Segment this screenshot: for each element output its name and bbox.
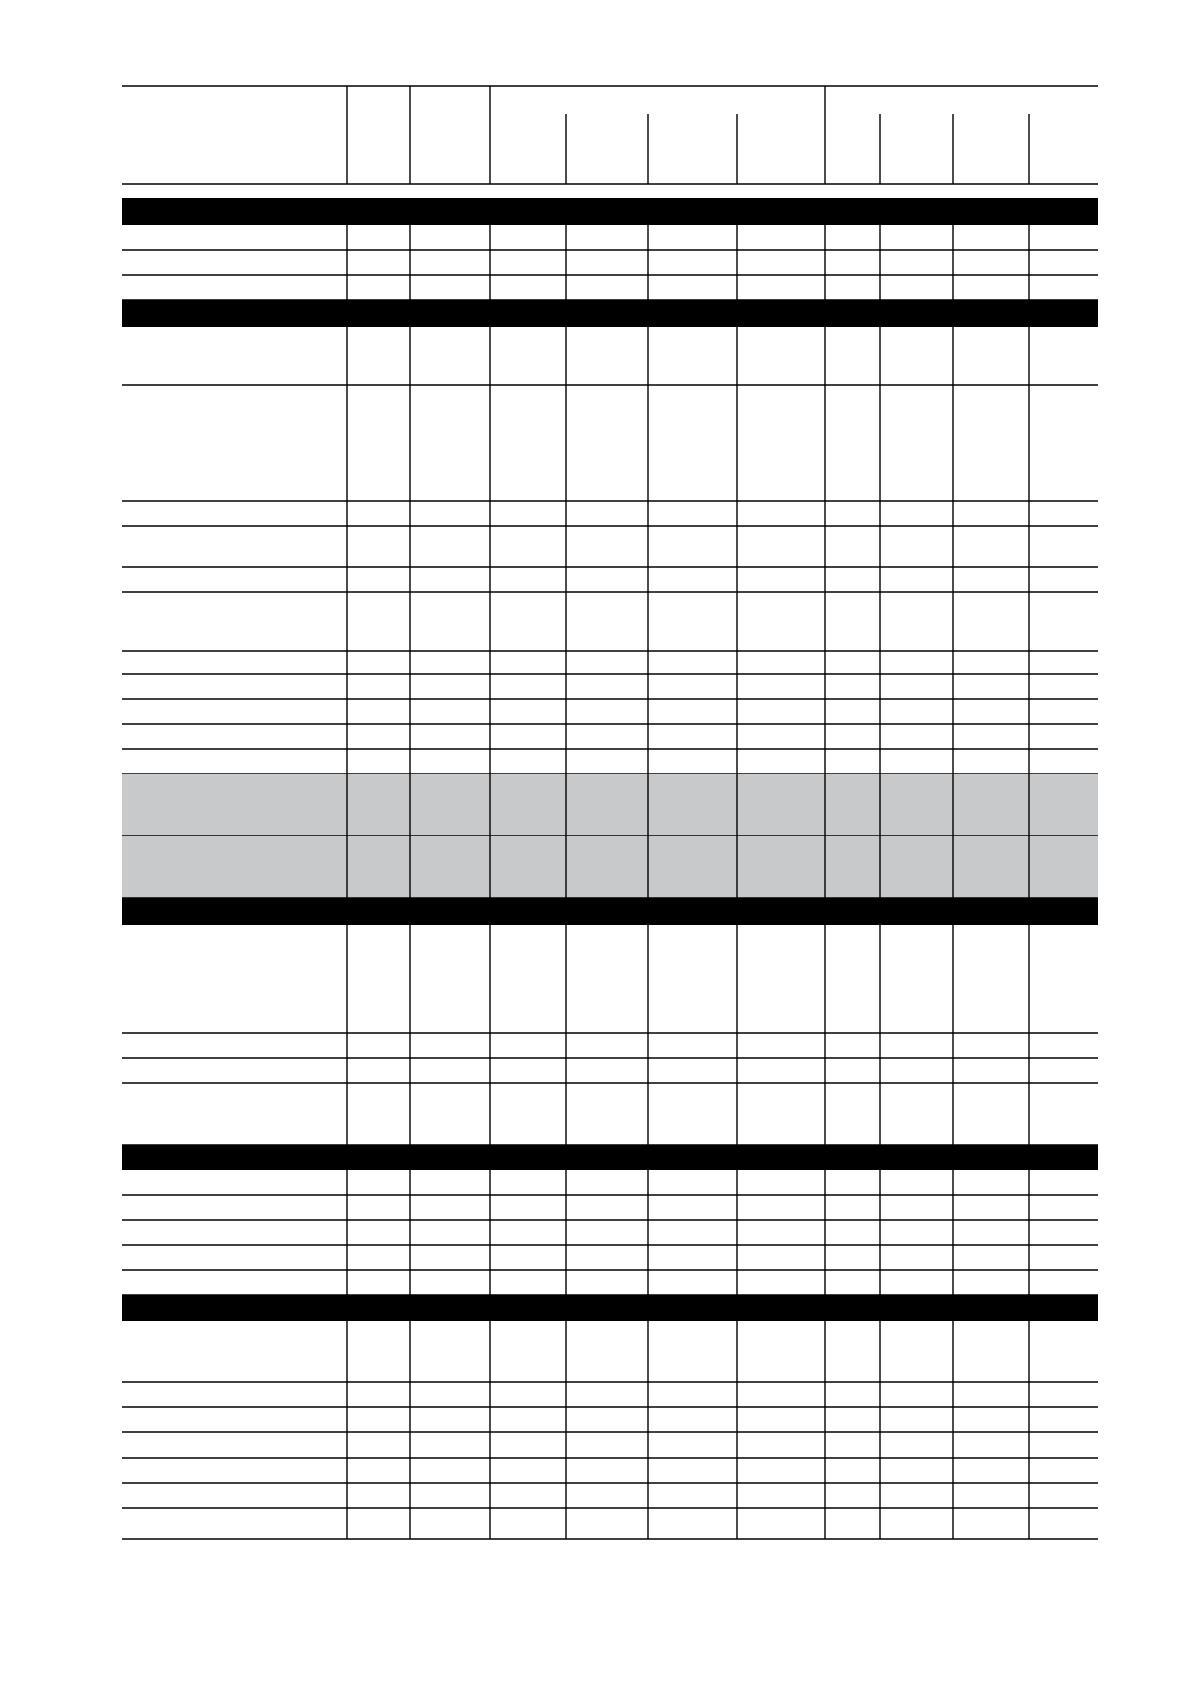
section-band bbox=[122, 898, 1098, 925]
section-band bbox=[122, 198, 1098, 225]
section-band bbox=[122, 1295, 1098, 1321]
shaded-row bbox=[122, 836, 1098, 898]
section-band bbox=[122, 1145, 1098, 1170]
section-band bbox=[122, 300, 1098, 327]
shaded-row bbox=[122, 774, 1098, 836]
